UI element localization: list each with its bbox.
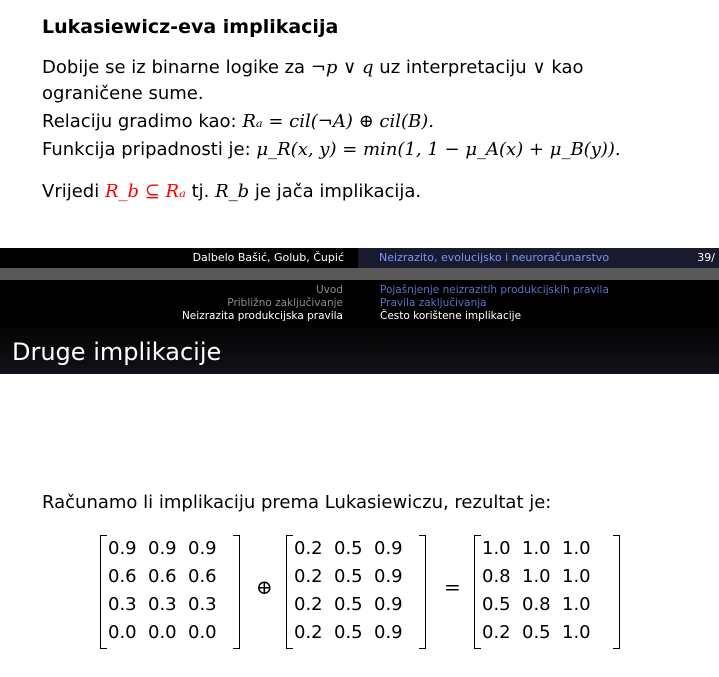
formula: R_b	[215, 181, 250, 202]
slide-title: Druge implikacije	[12, 338, 222, 366]
matrix-cell: 0.5	[334, 538, 363, 559]
matrix-row	[108, 563, 228, 591]
matrix-cell: 0.9	[374, 622, 403, 643]
formula: ¬p ∨ q	[310, 57, 374, 78]
matrix-row	[482, 535, 602, 563]
footline-course-box	[358, 248, 719, 268]
matrix-cell: 1.0	[562, 594, 591, 615]
section-navigation	[0, 280, 719, 328]
text-line-4	[42, 138, 621, 162]
text-line-5	[42, 180, 421, 204]
oplus-operator: ⊕	[256, 575, 273, 599]
matrix-cell: 0.6	[188, 566, 217, 587]
matrix-cell: 0.6	[108, 566, 137, 587]
matrix-row	[294, 535, 414, 563]
matrix-cell: 0.8	[522, 594, 551, 615]
matrix-row	[482, 619, 602, 647]
matrix-cell: 0.0	[108, 622, 137, 643]
formula: Rₐ = cil(¬A) ⊕ cil(B).	[242, 111, 434, 132]
equals-operator: =	[444, 575, 461, 599]
matrix-a	[100, 535, 240, 647]
matrix-cell: 1.0	[562, 566, 591, 587]
text-line-2: ograničene sume.	[42, 83, 204, 104]
matrix-row	[482, 563, 602, 591]
matrix-cell: 0.3	[148, 594, 177, 615]
matrix-cell: 1.0	[562, 538, 591, 559]
matrix-cell: 0.3	[108, 594, 137, 615]
text-span: Vrijedi	[42, 181, 105, 202]
matrix-cell: 0.9	[374, 566, 403, 587]
section-link-current[interactable]: Neizrazita produkcijska pravila	[181, 310, 343, 322]
matrix-row	[294, 591, 414, 619]
matrix-cell: 0.8	[482, 566, 511, 587]
text-span: Funkcija pripadnosti je:	[42, 139, 257, 160]
matrix-row	[482, 591, 602, 619]
matrix-cell: 0.3	[188, 594, 217, 615]
text-line-1	[42, 56, 584, 80]
footline-authors	[0, 248, 358, 268]
section-list	[0, 284, 343, 323]
matrix-cell: 1.0	[562, 622, 591, 643]
text-span: Dobije se iz binarne logike za	[42, 57, 311, 78]
text-span: je jača implikacija.	[249, 181, 422, 202]
section-link[interactable]: Približno zaključivanje	[227, 297, 343, 309]
matrix-row	[108, 591, 228, 619]
intro-text: Računamo li implikaciju prema Lukasiewiczu, rezultat je:	[42, 492, 552, 513]
matrix-cell: 0.2	[294, 538, 323, 559]
bracket-right	[233, 535, 240, 649]
bracket-left	[100, 535, 107, 649]
course-title: Neizrazito, evolucijsko i neuroračunarstvo	[379, 251, 610, 264]
matrix-cell: 1.0	[522, 538, 551, 559]
bracket-right	[419, 535, 426, 649]
text-span: uz interpretaciju ∨ kao	[373, 57, 584, 78]
section-link[interactable]: Uvod	[316, 284, 343, 296]
footline	[0, 248, 719, 268]
matrix-cell: 0.2	[294, 594, 323, 615]
subsection-link[interactable]: Pravila zaključivanja	[380, 297, 487, 309]
matrix-cell: 0.5	[334, 594, 363, 615]
authors-text: Dalbelo Bašić, Golub, Čupić	[192, 251, 344, 264]
matrix-row	[294, 619, 414, 647]
matrix-row	[294, 563, 414, 591]
matrix-b	[286, 535, 426, 647]
matrix-cell: 0.5	[334, 622, 363, 643]
matrix-cell: 0.5	[482, 594, 511, 615]
matrix-cell: 1.0	[522, 566, 551, 587]
subsection-link[interactable]: Pojašnjenje neizrazitih produkcijskih pravila	[380, 284, 609, 296]
matrix-row	[108, 619, 228, 647]
bracket-left	[474, 535, 481, 649]
formula-red: R_b ⊆ Rₐ	[104, 181, 186, 202]
formula: μ_R(x, y) = min(1, 1 − μ_A(x) + μ_B(y)).	[256, 139, 621, 160]
matrix-cell: 0.9	[148, 538, 177, 559]
text-span: tj.	[185, 181, 216, 202]
matrix-cell: 0.0	[188, 622, 217, 643]
matrix-cell: 0.2	[294, 622, 323, 643]
slide-separator	[0, 268, 719, 280]
matrix-cell: 0.9	[374, 594, 403, 615]
previous-slide-content	[0, 0, 719, 248]
frame-title: Lukasiewicz-eva implikacija	[42, 16, 339, 38]
matrix-cell: 0.5	[522, 622, 551, 643]
subsection-link-current[interactable]: Često korištene implikacije	[380, 310, 522, 322]
matrix-cell: 0.9	[188, 538, 217, 559]
matrix-cell: 0.9	[108, 538, 137, 559]
matrix-cell: 0.5	[334, 566, 363, 587]
bracket-left	[286, 535, 293, 649]
text-line-3	[42, 110, 434, 134]
matrix-cell: 0.9	[374, 538, 403, 559]
page-number: 39/	[697, 251, 715, 264]
matrix-row	[108, 535, 228, 563]
matrix-result	[474, 535, 620, 647]
text-span: Relaciju gradimo kao:	[42, 111, 243, 132]
matrix-cell: 1.0	[482, 538, 511, 559]
bracket-right	[613, 535, 620, 649]
matrix-cell: 0.2	[482, 622, 511, 643]
matrix-cell: 0.0	[148, 622, 177, 643]
matrix-cell: 0.6	[148, 566, 177, 587]
slide-title-bar	[0, 328, 719, 374]
subsection-list	[380, 284, 609, 323]
matrix-cell: 0.2	[294, 566, 323, 587]
